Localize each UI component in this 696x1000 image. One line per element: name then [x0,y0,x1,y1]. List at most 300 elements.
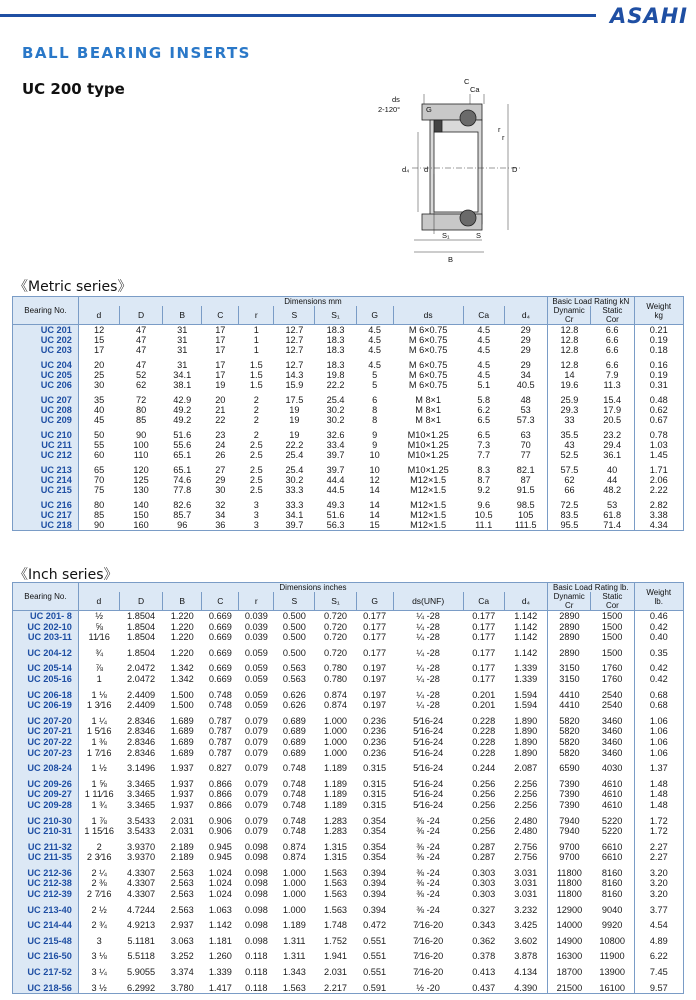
table-cell: 29.4 [591,440,634,450]
table-cell: 0.780 [324,663,348,674]
table-cell: 12.8 [560,325,579,335]
table-cell: 1.890 [504,748,547,759]
table-cell: 0.201 [472,700,496,711]
table-cell: 0.413 [472,967,496,978]
table-cell: 0.327 [472,904,496,915]
table-cell: 2.937 [170,920,194,931]
table-cell: 55.6 [173,440,192,450]
table-cell: 1.024 [208,889,232,900]
table-cell: 0.059 [244,689,268,700]
table-cell: 25.9 [560,395,579,405]
table-cell: 0.039 [244,611,268,621]
label-s1: S₁ [442,231,450,240]
table-cell: 43 [564,440,575,450]
table-cell: 2 3⁄16 [86,852,112,863]
table-cell: 8 [372,415,378,425]
table-row [13,920,684,931]
table-row [13,380,684,390]
table-cell: 51.6 [173,430,192,440]
table-cell: 3 [239,520,274,531]
table-cell: 1.220 [170,647,194,658]
table-cell: 6.2 [477,405,491,415]
table-cell: 1.48 [634,800,683,811]
table-cell: 1760 [591,663,634,674]
table-cell: 3.374 [170,967,194,978]
table-cell: 2 7⁄16 [86,889,112,900]
table-cell: 3.5433 [127,826,156,837]
label-d-outer: D [512,165,518,174]
table-row [13,842,684,853]
table-cell: 17.5 [285,395,304,405]
table-cell: 2.031 [170,815,194,826]
table-cell: 5⁄16-24 [413,799,444,810]
table-cell: 1.37 [634,763,683,774]
table-cell: 1500 [591,648,634,659]
table-cell: 2.8346 [127,715,156,726]
table-cell: 1 ⅝ [91,778,107,789]
table-cell: M 6×0.75 [408,325,448,335]
table-cell: M12×1.5 [410,510,447,520]
table-cell: 0.720 [324,611,348,621]
table-row [13,450,684,460]
table-cell: 25 [94,370,105,380]
table-cell: 1.937 [170,778,194,789]
table-cell: M 6×0.75 [408,370,448,380]
table-cell: 2.4409 [127,689,156,700]
table-row [13,951,684,962]
table-cell: 2.4409 [127,700,156,711]
table-cell: 2.563 [170,904,194,915]
table-cell: 6.6 [591,345,634,355]
table-cell: 75 [94,485,105,495]
table-cell: 0.228 [472,715,496,726]
table-cell: 0.079 [244,815,268,826]
table-cell: 1 ¾ [91,799,107,810]
table-cell: 0.626 [282,700,306,711]
header-col: S₁ [315,306,356,325]
table-cell: 7.9 [591,370,634,380]
bearing-number: UC 210 [13,430,79,440]
table-cell: 0.059 [244,673,268,684]
table-cell: 47 [135,325,147,335]
table-cell: 1.024 [208,878,232,889]
table-cell: 1 [96,673,102,684]
table-cell: 5820 [559,715,580,726]
table-cell: 0.098 [244,889,268,900]
table-cell: 9040 [591,905,634,916]
table-cell: 3.232 [504,905,547,916]
table-cell: 0.874 [324,700,348,711]
table-cell: 105 [504,510,547,520]
bearing-number: UC 215-48 [13,936,79,947]
table-cell: 39.7 [326,465,345,475]
table-cell: 0.197 [363,673,387,684]
table-cell: 0.563 [282,663,306,674]
table-cell: 62 [564,475,575,485]
table-cell: 12 [369,475,380,485]
table-cell: 2.8346 [127,736,156,747]
table-cell: M10×1.25 [407,450,449,460]
table-cell: 2.8346 [127,726,156,737]
table-row [13,983,684,994]
header-col: r [239,306,274,325]
table-cell: 4610 [591,789,634,800]
table-cell: 0.748 [282,799,306,810]
table-cell: 10800 [591,936,634,947]
table-row [13,395,684,405]
table-cell: 2540 [591,700,634,711]
label-ca: Ca [470,85,480,94]
table-cell: 1.339 [208,967,232,978]
table-cell: 0.236 [363,726,387,737]
table-cell: ¼ -28 [416,647,440,658]
table-cell: 32.6 [326,430,345,440]
table-row [13,440,684,450]
table-cell: 7390 [559,778,580,789]
table-cell: 1.5 [249,360,263,370]
header-col: d [78,306,119,325]
table-cell: 0.079 [244,826,268,837]
table-cell: 0.236 [363,715,387,726]
table-cell: 4.5 [477,325,491,335]
table-cell: 1.142 [504,648,547,659]
label-d: d [424,165,429,174]
table-cell: ⅝ [95,621,103,632]
table-cell: 12.7 [285,335,304,345]
table-cell: 31 [177,325,188,335]
table-cell: 3.20 [634,878,683,889]
table-row [13,700,684,711]
table-cell: 0.098 [244,867,268,878]
bearing-number: UC 209-28 [13,800,79,811]
table-cell: 27 [215,465,226,475]
table-cell: 1.06 [634,748,683,759]
table-cell: 0.059 [244,663,268,674]
table-cell: 48 [504,395,547,405]
table-cell: 1.343 [282,967,306,978]
bearing-number: UC 217 [13,510,79,520]
table-cell: 0.098 [244,878,268,889]
table-cell: 7⁄16-20 [413,967,444,978]
bearing-number: UC 203-11 [13,632,79,643]
metric-series-title: 《Metric series》 [14,279,132,295]
header-col: S₁ [315,592,356,611]
table-cell: 2 [253,415,259,425]
bearing-number: UC 217-52 [13,967,79,978]
table-cell: 34 [215,510,226,520]
table-cell: 2.27 [634,852,683,863]
table-cell: 0.945 [208,852,232,863]
table-cell: 85 [94,510,105,520]
table-cell: 4.134 [504,967,547,978]
table-cell: 82.1 [504,465,547,475]
table-cell: 7⁄16-20 [413,935,444,946]
table-cell: 0.256 [472,778,496,789]
table-cell: 4030 [591,763,634,774]
table-cell: 40 [94,405,105,415]
table-cell: 65 [94,465,105,475]
table-cell: 3 ⅛ [91,951,107,962]
table-cell: ¼ -28 [416,689,440,700]
table-cell: 5.9055 [127,967,156,978]
table-cell: 0.42 [634,663,683,674]
table-cell: 1.189 [324,778,348,789]
table-cell: 52.5 [560,450,579,460]
table-cell: 4.89 [634,936,683,947]
table-cell: 0.197 [363,663,387,674]
table-cell: 34.1 [173,370,192,380]
bearing-number: UC 204 [13,360,79,370]
table-cell: 0.669 [208,621,232,632]
table-cell: 0.500 [282,611,306,621]
table-cell: 3.3465 [127,789,156,800]
header-col: D [120,306,163,325]
bearing-number: UC 207-20 [13,716,79,727]
table-cell: 3.780 [163,983,202,994]
bearing-number: UC 215 [13,485,79,495]
table-cell: 0.669 [208,647,232,658]
table-cell: 90 [78,520,119,531]
table-cell: 8 [372,405,378,415]
table-row [13,520,684,531]
table-cell: 83.5 [560,510,579,520]
table-cell: 14 [564,370,575,380]
table-cell: 1.937 [170,799,194,810]
table-cell: 8160 [591,868,634,879]
table-cell: 0.551 [363,951,387,962]
table-cell: 12.7 [285,360,304,370]
table-cell: 98.5 [504,500,547,510]
table-cell: 0.669 [208,611,232,621]
table-cell: 2890 [559,621,580,632]
table-cell: 0.787 [208,736,232,747]
page-subtitle: UC 200 type [22,80,125,98]
table-cell: 1.142 [208,920,232,931]
table-cell: 29 [215,475,226,485]
table-row [13,748,684,759]
table-cell: 5820 [559,726,580,737]
table-cell: 3.20 [634,889,683,900]
table-cell: 25.4 [285,450,304,460]
table-cell: 0.500 [282,621,306,632]
table-cell: 4.5 [368,360,382,370]
table-cell: 3.20 [634,868,683,879]
table-cell: 2.5 [249,475,263,485]
table-cell: 74.6 [173,475,192,485]
table-cell: 1.71 [634,465,684,475]
table-cell: 14.3 [285,370,304,380]
table-cell: 51.6 [326,510,345,520]
table-cell: 3.1496 [127,763,156,774]
table-cell: 3.5433 [127,815,156,826]
table-cell: 0.787 [208,726,232,737]
table-cell: 0.563 [282,673,306,684]
table-cell: 0.16 [634,360,684,370]
table-cell: 4.5 [477,370,491,380]
table-cell: 4.5 [368,325,382,335]
table-cell: 9 [372,440,378,450]
bearing-number: UC 205-14 [13,663,79,674]
header-load-rating: Basic Load Rating lb. [548,583,634,593]
table-cell: 0.827 [208,763,232,774]
table-cell: 2.563 [170,867,194,878]
header-col: G [356,592,393,611]
table-cell: 1.142 [504,632,547,643]
table-cell: 10 [369,465,380,475]
bearing-number: UC 212 [13,450,79,460]
table-cell: 0.354 [363,826,387,837]
header-weight-unit: lb. [654,596,663,606]
table-cell: 4.9213 [127,920,156,931]
table-row [13,826,684,837]
bearing-number: UC 206-19 [13,700,79,711]
table-cell: 12.8 [560,335,579,345]
table-cell: 0.689 [282,736,306,747]
table-row [13,370,684,380]
table-row [13,632,684,643]
table-cell: 77.8 [173,485,192,495]
table-cell: 0.177 [363,632,387,643]
table-cell: 4.3307 [127,867,156,878]
table-cell: 8.3 [477,465,491,475]
table-cell: 0.177 [472,632,496,643]
table-cell: 18.3 [326,325,345,335]
table-cell: 11.3 [591,380,634,390]
table-cell: 2.189 [170,841,194,852]
table-cell: 1.189 [324,799,348,810]
bearing-number: UC 210-31 [13,826,79,837]
table-cell: 6590 [559,763,580,774]
bearing-number: UC 214-44 [13,920,79,931]
table-cell: 2.06 [634,475,684,485]
table-cell: 2.256 [504,779,547,790]
table-cell: 6.22 [634,951,683,962]
bearing-number: UC 211 [13,440,79,450]
table-cell: 45 [94,415,105,425]
table-cell: M12×1.5 [410,485,447,495]
bearing-number: UC 207 [13,395,79,405]
table-cell: 35.5 [560,430,579,440]
inch-table [12,582,684,994]
table-cell: 80 [135,405,147,415]
table-cell: 1.689 [170,747,194,758]
table-row [13,868,684,879]
table-cell: 2.217 [315,983,356,994]
table-cell: 24 [215,440,226,450]
table-cell: 1.748 [324,920,348,931]
table-cell: 6.5 [477,415,491,425]
table-cell: 1.06 [634,737,683,748]
table-cell: 8160 [591,889,634,900]
table-cell: 0.079 [244,747,268,758]
table-row [13,325,684,336]
table-cell: 0.780 [324,673,348,684]
table-cell: 33.4 [326,440,345,450]
header-dimensions-label: Dimensions [284,297,327,306]
table-cell: 1.283 [324,826,348,837]
table-cell: 0.394 [363,878,387,889]
table-cell: 2.5 [249,440,263,450]
table-cell: 34 [504,370,547,380]
table-cell: 2.256 [504,800,547,811]
label-d4: d₄ [402,165,410,174]
table-cell: 7⁄16-20 [413,951,444,962]
table-row [13,763,684,774]
header-weight [634,297,684,325]
table-cell: 2.756 [504,852,547,863]
table-cell: 0.315 [363,778,387,789]
table-cell: 1.189 [324,763,348,774]
table-cell: 2 ⅜ [91,878,107,889]
table-cell: 0.68 [634,690,683,701]
table-cell: ⅜ -24 [416,878,440,889]
table-cell: 53 [591,500,634,510]
table-cell: 0.177 [472,663,496,674]
table-cell: 2.480 [504,816,547,827]
header-cr: Cr [548,601,591,611]
table-cell: 5⁄16-24 [413,747,444,758]
table-cell: 22.2 [285,440,304,450]
table-cell: 1.8504 [127,621,156,632]
table-row [13,852,684,863]
table-cell: 10.5 [474,510,493,520]
table-cell: ⅜ -24 [416,815,440,826]
table-row [13,405,684,415]
table-cell: 0.42 [634,622,683,633]
table-cell: 0.098 [244,904,268,915]
bearing-number: UC 201 [13,325,79,336]
table-cell: 2.5 [249,485,263,495]
table-cell: 0.197 [363,689,387,700]
bearing-number: UC 204-12 [13,648,79,659]
header-col: S [274,306,315,325]
table-cell: 1.594 [504,700,547,711]
brand-logo: ASAHI [609,4,688,28]
table-cell: 2 ½ [91,904,107,915]
table-row [13,622,684,633]
table-cell: 0.098 [244,935,268,946]
table-cell: 0.874 [282,852,306,863]
table-cell: 1.03 [634,440,684,450]
table-cell: 3.3465 [127,778,156,789]
table-cell: 7.3 [477,440,491,450]
table-cell: 2.756 [504,842,547,853]
header-col: G [356,306,393,325]
table-cell: 1.000 [324,747,348,758]
table-cell: M12×1.5 [393,520,463,531]
header-col: d₄ [504,306,547,325]
table-cell: 36.1 [591,450,634,460]
header-cor: Cor [591,601,634,611]
table-row [13,510,684,520]
table-cell: 3460 [591,748,634,759]
table-cell: 44.5 [326,485,345,495]
table-cell: 47 [135,360,147,370]
table-cell: 3.9370 [127,841,156,852]
table-cell: 0.500 [282,647,306,658]
table-cell: 0.079 [244,763,268,774]
bearing-number: UC 218-56 [13,983,79,994]
table-cell: 0.394 [363,904,387,915]
table-cell: 0.669 [208,632,232,643]
bearing-number: UC 212-38 [13,878,79,889]
table-cell: 1.890 [504,737,547,748]
header-col: d [78,592,119,611]
metric-table [12,296,684,531]
table-cell: 49.3 [326,500,345,510]
table-cell: 12.7 [285,325,304,335]
table-cell: 1.000 [324,726,348,737]
